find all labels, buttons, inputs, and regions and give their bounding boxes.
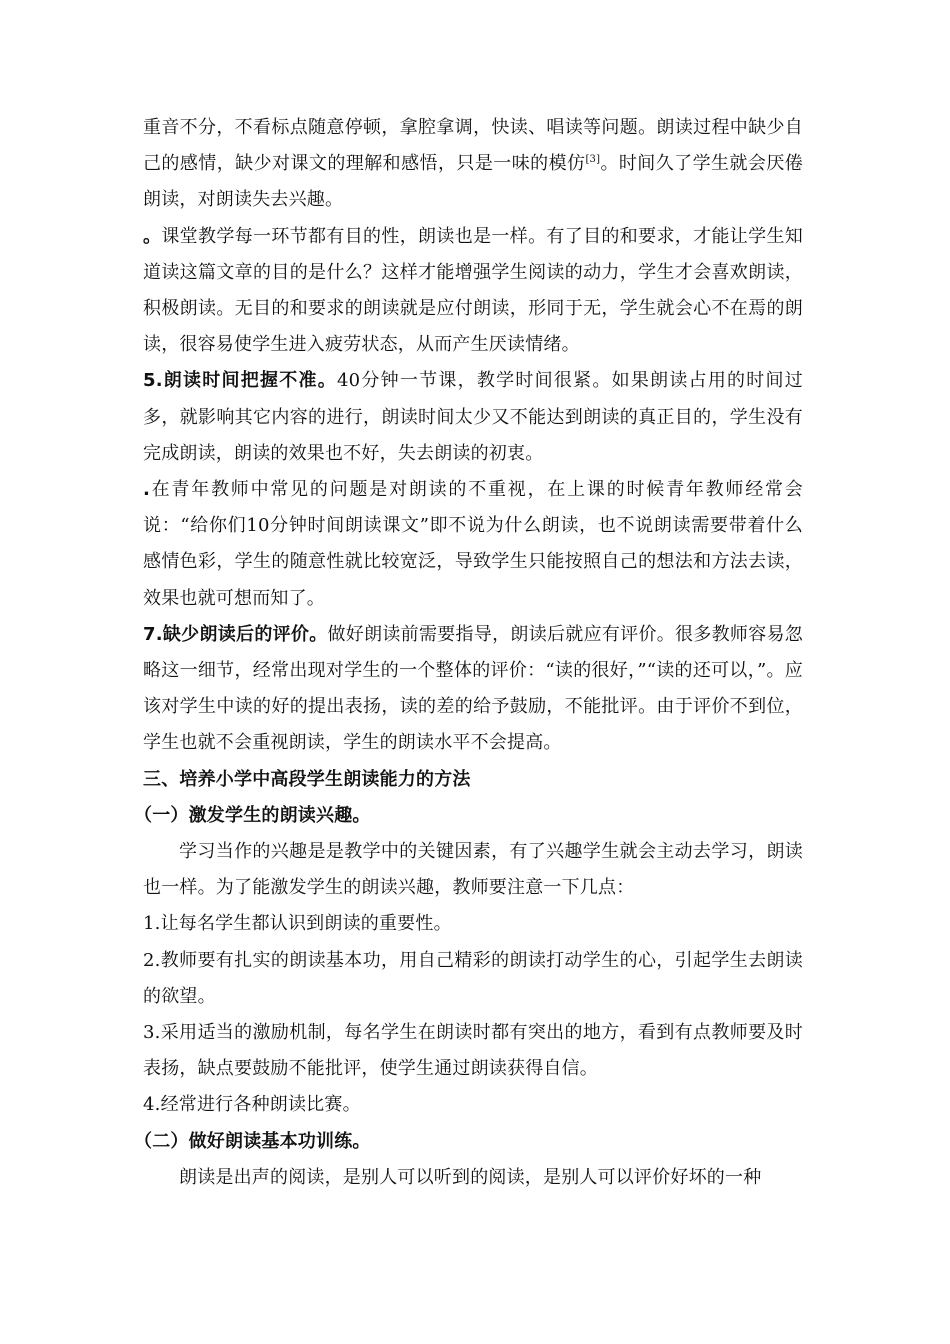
paragraph-time-control bbox=[143, 363, 803, 472]
paragraph-text: 重音不分，不看标点随意停顿，拿腔拿调，快读、唱读等问题。朗读过程中缺少自己的感情，缺少对课文的理解和感悟，只是一味的模仿 bbox=[143, 117, 803, 175]
paragraph-text: 40分钟一节课，教学时间很紧。如果朗读占用的时间过多，就影响其它内容的进行，朗读时间太少又不能达到朗读的真正目的，学生没有完成朗读，朗读的效果也不好，失去朗读的初衷。 bbox=[143, 370, 804, 464]
paragraph-text: 在青年教师中常见的问题是对朗读的不重视，在上课的时候青年教师经常会说：“给你们10分钟时间朗读课文”即不说为什么朗读，也不说朗读需要带着什么感情色彩，学生的随意性就比较宽泛，导致学生只能按照自己的想法和方法去读，效果也就可想而知了。 bbox=[143, 479, 803, 609]
paragraph-lead: 。 bbox=[143, 225, 162, 247]
paragraph-lead: 5.朗读时间把握不准。 bbox=[143, 370, 338, 392]
paragraph-evaluation bbox=[143, 617, 803, 762]
paragraph-text: 。时间久了学生就会厌倦朗读，对朗读失去兴趣。 bbox=[143, 153, 803, 211]
subsection-heading: （一）激发学生的朗读兴趣。 bbox=[134, 804, 371, 826]
paragraph-neglect bbox=[143, 472, 803, 617]
paragraph-interest: 学习当作的兴趣是是教学中的关键因素，有了兴趣学生就会主动去学习，朗读也一样。为了能激发学生的朗读兴趣，教师要注意一下几点： bbox=[143, 841, 803, 899]
paragraph-purpose bbox=[143, 219, 803, 364]
list-item: 2.教师要有扎实的朗读基本功，用自己精彩的朗读打动学生的心，引起学生去朗读的欲望。 bbox=[143, 949, 803, 1007]
list-item: 1.让每名学生都认识到朗读的重要性。 bbox=[143, 913, 452, 935]
list-item: 4.经常进行各种朗读比赛。 bbox=[143, 1094, 361, 1116]
paragraph-lead: 7.缺少朗读后的评价。 bbox=[143, 623, 328, 645]
citation-marker: [3] bbox=[585, 154, 601, 166]
paragraph-text: 做好朗读前需要指导，朗读后就应有评价。很多教师容易忽略这一细节，经常出现对学生的一个整体的评价：“读的很好，”“读的还可以，”。应该对学生中读的好的提出表扬，读的差的给予鼓励，不能批评。由于评价不到位，学生也就不会重视朗读，学生的朗读水平不会提高。 bbox=[143, 623, 804, 754]
paragraph-lead: . bbox=[143, 479, 151, 501]
subsection-heading: （二）做好朗读基本功训练。 bbox=[134, 1130, 371, 1152]
section-heading: 三、培养小学中高段学生朗读能力的方法 bbox=[143, 768, 471, 790]
document-body bbox=[134, 110, 804, 1196]
paragraph-basic-training: 朗读是出声的阅读，是别人可以听到的阅读，是别人可以评价好坏的一种 bbox=[179, 1166, 762, 1188]
paragraph-reading-problems bbox=[143, 110, 803, 219]
paragraph-text: 课堂教学每一环节都有目的性，朗读也是一样。有了目的和要求，才能让学生知道读这篇文章的目的是什么？这样才能增强学生阅读的动力，学生才会喜欢朗读，积极朗读。无目的和要求的朗读就是应付朗读，形同于无，学生就会心不在焉的朗读，很容易使学生进入疲劳状态，从而产生厌读情绪。 bbox=[143, 225, 803, 356]
list-item: 3.采用适当的激励机制，每名学生在朗读时都有突出的地方，看到有点教师要及时表扬，缺点要鼓励不能批评，使学生通过朗读获得自信。 bbox=[143, 1022, 803, 1080]
